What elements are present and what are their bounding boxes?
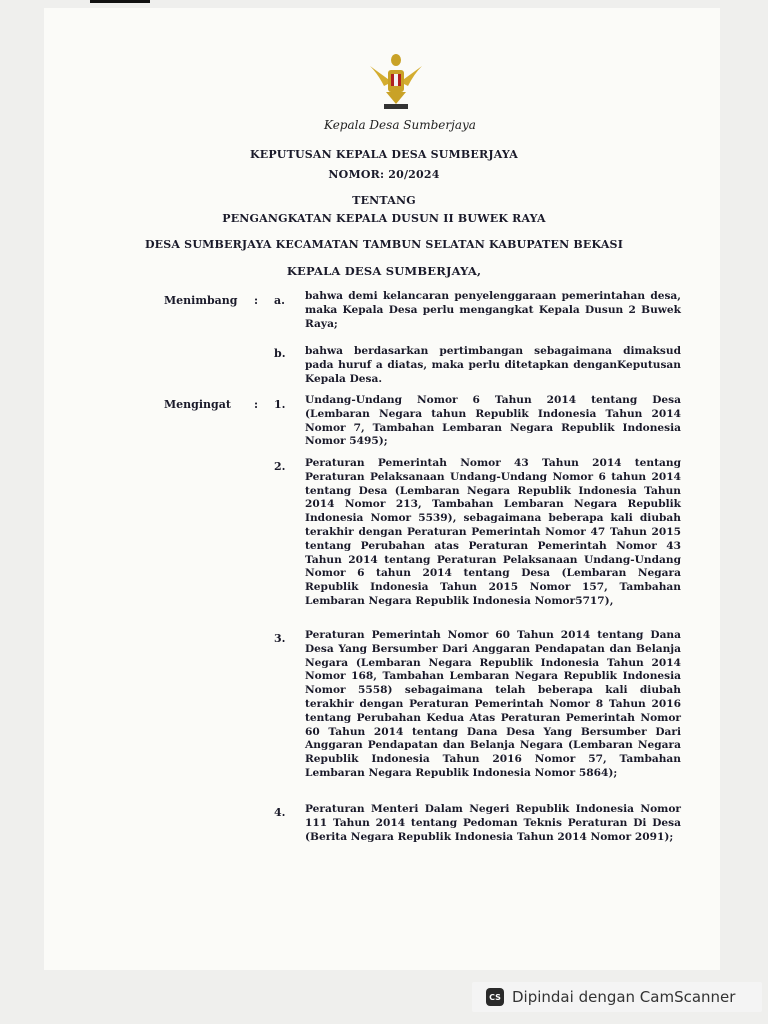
mengingat-item-1-text: Undang-Undang Nomor 6 Tahun 2014 tentang Desa (Lembaran Negara tahun Republik Indonesia Tahun 2014 Nomor 7, Tambahan Lembaran Negara Republik Indonesia Nomor 5495); xyxy=(305,394,681,448)
menimbang-item-a-mark: a. xyxy=(274,294,285,307)
mengingat-label: Mengingat xyxy=(164,398,231,411)
mengingat-item-1-mark: 1. xyxy=(274,398,286,411)
mengingat-item-3-text: Peraturan Pemerintah Nomor 60 Tahun 2014 tentang Dana Desa Yang Bersumber Dari Anggaran Pendapatan dan Belanja Negara (Lembaran Negara Republik Indonesia Tahun 2014 Nomor 168, Tambahan Lembaran Negara Republik Indonesia Nomor 5558) sebagaimana telah beberapa kali diubah terakhir dengan Peraturan Pemerintah Nomor 8 Tahun 2016 tentang Perubahan Kedua Atas Peraturan Pemerintah Nomor 60 Tahun 2014 tentang Dana Desa Yang Bersumber Dari Anggaran Pendapatan dan Belanja Negara (Lembaran Negara Republik Indonesia Tahun 2016 Nomor 57, Tambahan Lembaran Negara Republik Indonesia Nomor 5864); xyxy=(305,629,681,779)
decree-subject: PENGANGKATAN KEPALA DUSUN II BUWEK RAYA xyxy=(222,212,546,225)
menimbang-colon: : xyxy=(254,294,259,307)
menimbang-item-b-mark: b. xyxy=(274,347,286,360)
mengingat-item-2-text: Peraturan Pemerintah Nomor 43 Tahun 2014 tentang Peraturan Pelaksanaan Undang-Undang Nomor 6 tahun 2014 tentang Desa (Lembaran Negara Republik Indonesia Tahun 2014 Nomor 213, Tambahan Lembaran Negara Republik Indonesia Nomor 5539), sebagaimana beberapa kali diubah terakhir dengan Peraturan Pemerintah Nomor 47 Tahun 2015 tentang Perubahan atas Peraturan Pemerintah Nomor 43 Tahun 2014 tentang Peraturan Pelaksanaan Undang-Undang Nomor 6 tahun 2014 tentang Desa (Lembaran Negara Republik Indonesia Tahun 2015 Nomor 157, Tambahan Lembaran Negara Republik Indonesia Nomor5717), xyxy=(305,457,681,607)
authority-heading: KEPALA DESA SUMBERJAYA, xyxy=(286,264,482,278)
mengingat-item-4-mark: 4. xyxy=(274,806,286,819)
camscanner-watermark xyxy=(472,982,762,1012)
mengingat-item-4-text: Peraturan Menteri Dalam Negeri Republik Indonesia Nomor 111 Tahun 2014 tentang Pedoman Teknis Peraturan Di Desa (Berita Negara Republik Indonesia Tahun 2014 Nomor 2091); xyxy=(305,803,681,843)
mengingat-item-3-mark: 3. xyxy=(274,632,286,645)
menimbang-label: Menimbang xyxy=(164,294,238,307)
menimbang-item-a-text: bahwa demi kelancaran penyelenggaraan pemerintahan desa, maka Kepala Desa perlu mengangkat Kepala Dusun 2 Buwek Raya; xyxy=(305,290,681,330)
camscanner-text: Dipindai dengan CamScanner xyxy=(512,988,736,1006)
decree-location: DESA SUMBERJAYA KECAMATAN TAMBUN SELATAN KABUPATEN BEKASI xyxy=(144,238,624,251)
menimbang-item-b-text: bahwa berdasarkan pertimbangan sebagaimana dimaksud pada huruf a diatas, maka perlu ditetapkan denganKeputusan Kepala Desa. xyxy=(305,345,681,385)
decree-title: KEPUTUSAN KEPALA DESA SUMBERJAYA xyxy=(249,148,519,161)
mengingat-item-2-mark: 2. xyxy=(274,460,286,473)
camscanner-logo-icon: CS xyxy=(486,988,504,1006)
garuda-emblem-icon xyxy=(364,52,428,116)
decree-number: NOMOR: 20/2024 xyxy=(328,168,440,181)
scan-edge-mark xyxy=(90,0,150,3)
mengingat-colon: : xyxy=(254,398,259,411)
about-heading: TENTANG xyxy=(352,194,416,207)
signature-caption: Kepala Desa Sumberjaya xyxy=(324,118,476,132)
